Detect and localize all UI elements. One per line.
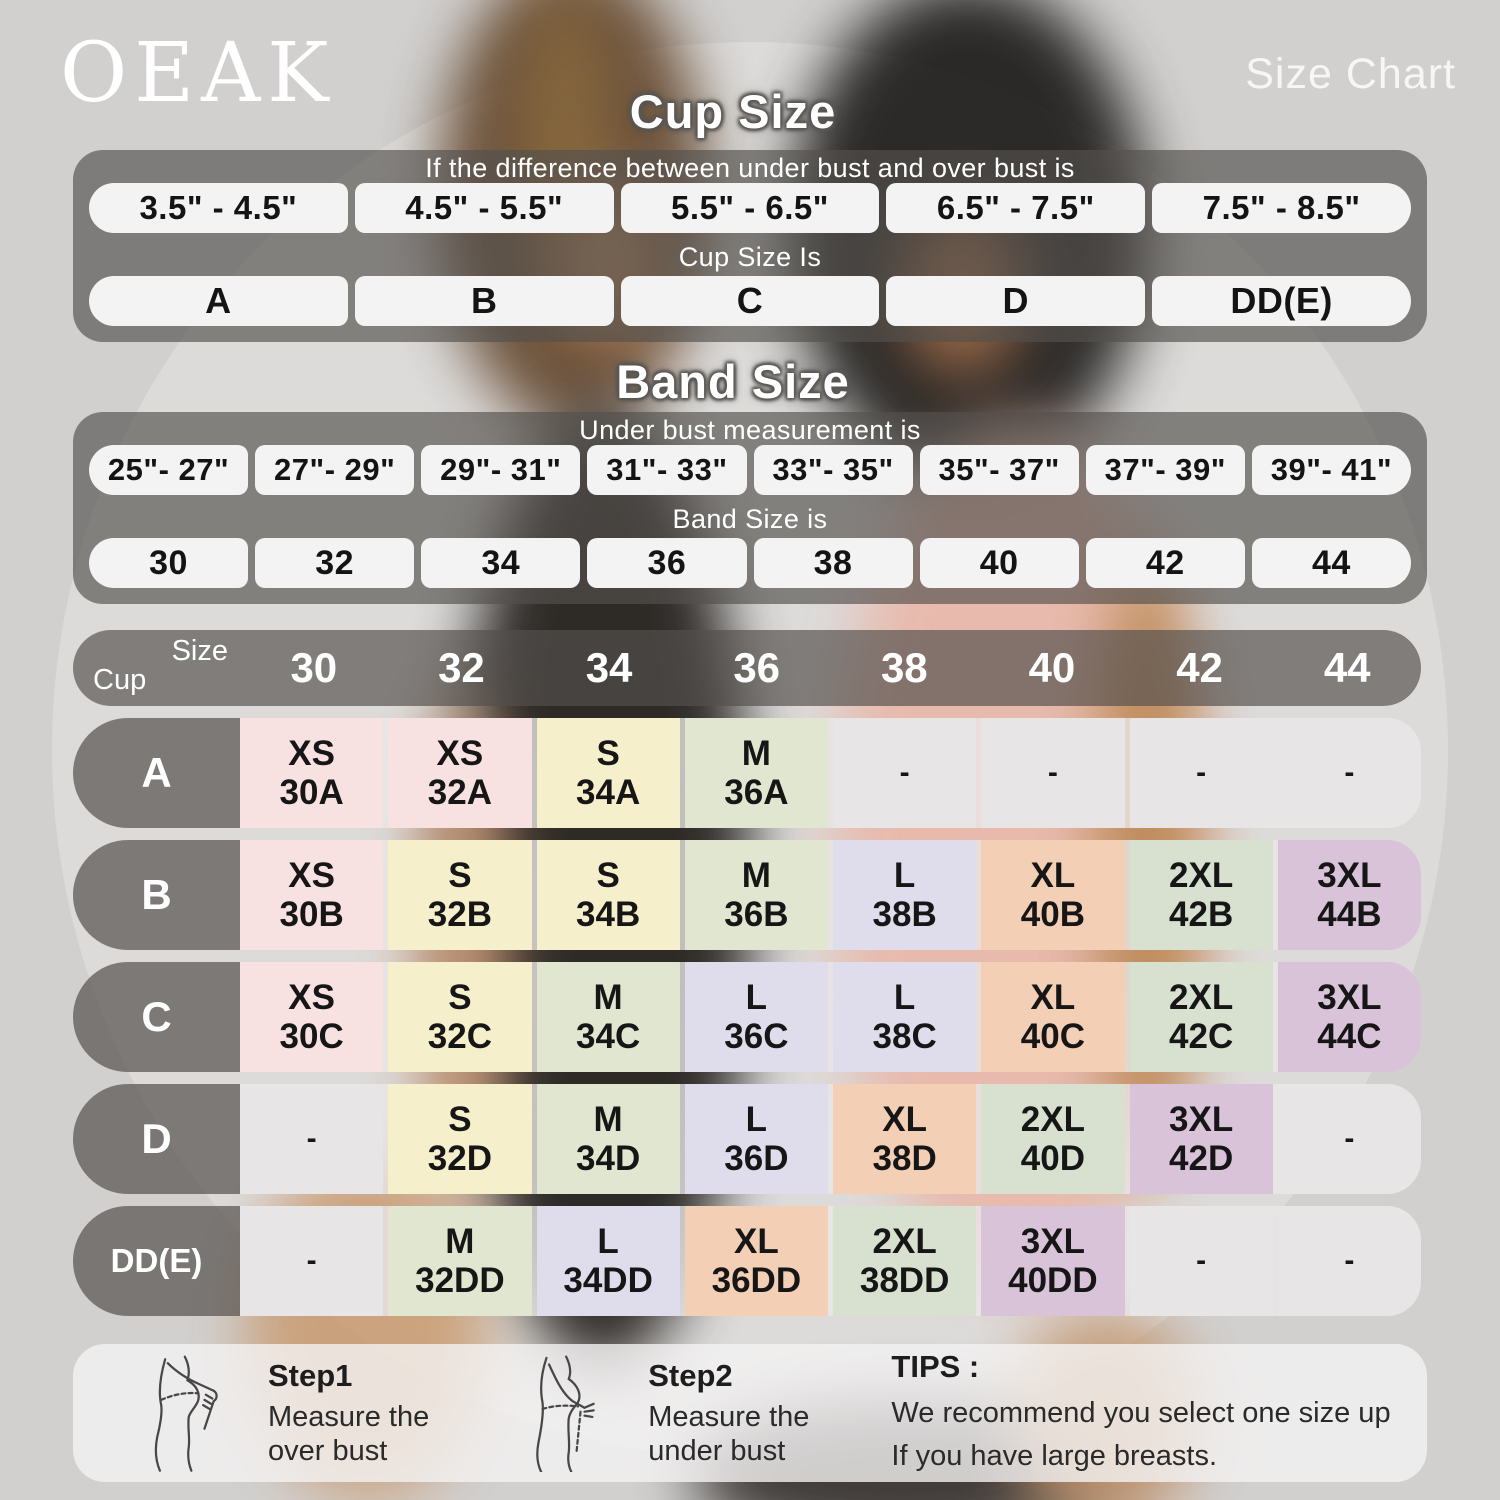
size-label: S: [448, 855, 472, 895]
cup-diff-range-cell: 4.5" - 5.5": [355, 183, 614, 233]
size-label: 2XL: [1169, 855, 1234, 895]
band-range-cell: 31"- 33": [587, 445, 746, 495]
size-label: M: [741, 733, 771, 773]
size-label: 2XL: [1020, 1099, 1085, 1139]
size-cell-34C: [537, 962, 680, 1072]
size-code: 40C: [1020, 1017, 1085, 1056]
band-value-cell: 32: [255, 538, 414, 588]
step2-title: Step2: [648, 1357, 733, 1393]
size-cell-32DD: [388, 1206, 531, 1316]
size-cell-40B: [981, 840, 1124, 950]
column-header-32: 32: [438, 644, 485, 691]
cup-size-panel: [73, 150, 1427, 342]
size-cell-44C: [1278, 962, 1421, 1072]
size-code: 38D: [872, 1139, 937, 1178]
size-label: L: [745, 1099, 768, 1139]
empty-dash: -: [1344, 1122, 1355, 1156]
band-values-row: [89, 538, 1411, 588]
band-value-cell: 44: [1252, 538, 1411, 588]
cup-letter-cell: D: [886, 276, 1145, 326]
size-cell-42B: [1130, 840, 1273, 950]
size-code: 34B: [576, 895, 641, 934]
cup-diff-range-cell: 5.5" - 6.5": [621, 183, 880, 233]
size-label: L: [893, 977, 916, 1017]
matrix-row-B: [73, 840, 1421, 950]
band-range-cell: 39"- 41": [1252, 445, 1411, 495]
size-label: XL: [1030, 977, 1076, 1017]
size-label: L: [893, 855, 916, 895]
size-label: S: [448, 1099, 472, 1139]
size-cell-30A: [240, 718, 383, 828]
size-label: M: [741, 855, 771, 895]
step2-line2: under bust: [648, 1434, 786, 1467]
tips-text: [891, 1392, 1390, 1476]
empty-cell: [981, 718, 1124, 828]
empty-dash: -: [1344, 1244, 1355, 1278]
band-range-cell: 25"- 27": [89, 445, 248, 495]
size-code: 36D: [724, 1139, 789, 1178]
matrix-row-C: [73, 962, 1421, 1072]
size-cell-34A: [537, 718, 680, 828]
size-code: 30A: [279, 773, 344, 812]
size-label: L: [745, 977, 768, 1017]
size-label: XL: [882, 1099, 927, 1139]
size-code: 30C: [279, 1017, 344, 1056]
column-header-34: 34: [585, 644, 633, 691]
size-label: 3XL: [1020, 1221, 1085, 1261]
band-size-question: Under bust measurement is: [579, 415, 921, 445]
size-code: 36A: [724, 773, 789, 812]
size-code: 42C: [1169, 1017, 1234, 1056]
empty-dash: -: [1047, 756, 1058, 790]
size-label: XS: [288, 977, 335, 1017]
size-code: 44B: [1317, 895, 1382, 934]
empty-cell: [1278, 1206, 1421, 1316]
band-range-cell: 37"- 39": [1086, 445, 1245, 495]
size-code: 40B: [1020, 895, 1085, 934]
step2-line1: Measure the: [648, 1400, 810, 1433]
cup-diff-range-cell: 6.5" - 7.5": [886, 183, 1145, 233]
step1-block: [268, 1358, 429, 1468]
size-code: 34D: [576, 1139, 641, 1178]
cup-diff-range-cell: 7.5" - 8.5": [1152, 183, 1411, 233]
empty-dash: -: [306, 1244, 317, 1278]
size-code: 38B: [872, 895, 937, 934]
matrix-cells-strip: [240, 962, 1421, 1072]
band-range-cell: 29"- 31": [421, 445, 580, 495]
size-code: 34C: [576, 1017, 641, 1056]
column-header-38: 38: [880, 644, 928, 691]
size-code: 32DD: [415, 1261, 505, 1300]
column-header-42: 42: [1176, 644, 1223, 691]
size-cell-42C: [1130, 962, 1273, 1072]
matrix-header-bar: [73, 630, 1421, 706]
size-cell-36C: [685, 962, 828, 1072]
size-cell-34B: [537, 840, 680, 950]
size-code: 30B: [279, 895, 344, 934]
band-ranges-row: [89, 445, 1411, 495]
size-cell-40C: [981, 962, 1124, 1072]
matrix-cells-strip: [240, 1206, 1421, 1316]
corner-cup-label: Cup: [93, 664, 147, 696]
size-label: XL: [734, 1221, 779, 1261]
size-cell-38C: [833, 962, 976, 1072]
tips-line2: If you have large breasts.: [891, 1439, 1218, 1472]
size-cell-34DD: [537, 1206, 680, 1316]
tips-title: TIPS :: [891, 1349, 980, 1385]
size-code: 42B: [1169, 895, 1234, 934]
size-code: 44C: [1317, 1017, 1382, 1056]
corner-size-label: Size: [171, 635, 228, 667]
band-value-cell: 30: [89, 538, 248, 588]
size-cell-40DD: [981, 1206, 1124, 1316]
size-cell-32D: [388, 1084, 531, 1194]
matrix-cells-strip: [240, 718, 1421, 828]
size-label: S: [448, 977, 472, 1017]
size-label: 3XL: [1169, 1099, 1234, 1139]
size-code: 38C: [872, 1017, 937, 1056]
size-code: 38DD: [859, 1261, 950, 1300]
size-label: 2XL: [1169, 977, 1234, 1017]
brand-logo: OEAK: [60, 26, 336, 121]
size-cell-38D: [833, 1084, 976, 1194]
band-value-cell: 38: [754, 538, 913, 588]
size-label: 2XL: [872, 1221, 937, 1261]
cup-size-question: If the difference between under bust and over bust is: [425, 153, 1075, 183]
row-label-DD(E): DD(E): [73, 1206, 240, 1316]
empty-cell: [240, 1084, 383, 1194]
size-label: L: [597, 1221, 619, 1261]
measure-under-bust-icon: [521, 1354, 606, 1472]
empty-cell: [833, 718, 976, 828]
measure-over-bust-icon: [141, 1354, 226, 1472]
tips-line1: We recommend you select one size up: [891, 1397, 1391, 1430]
step2-text: [648, 1401, 809, 1468]
size-code: 40D: [1020, 1139, 1085, 1178]
size-cell-36B: [685, 840, 828, 950]
size-cell-30C: [240, 962, 383, 1072]
row-label-B: B: [73, 840, 240, 950]
size-label: S: [596, 733, 620, 773]
row-label-A: A: [73, 718, 240, 828]
empty-cell: [1278, 718, 1421, 828]
step1-line2: over bust: [268, 1434, 388, 1467]
empty-dash: -: [1196, 1244, 1207, 1278]
column-header-44: 44: [1323, 644, 1371, 691]
size-label: M: [593, 1099, 623, 1139]
size-cell-36A: [685, 718, 828, 828]
matrix-column-headers: [240, 630, 1421, 706]
empty-cell: [1130, 718, 1273, 828]
band-value-cell: 34: [421, 538, 580, 588]
band-size-answer-label: Band Size is: [672, 504, 828, 534]
band-range-cell: 35"- 37": [920, 445, 1079, 495]
cup-diff-range-cell: 3.5" - 4.5": [89, 183, 348, 233]
cup-letter-cell: C: [621, 276, 880, 326]
size-cell-34D: [537, 1084, 680, 1194]
size-matrix: [73, 630, 1421, 1316]
page-title: Size Chart: [1245, 50, 1456, 98]
size-label: 3XL: [1317, 855, 1382, 895]
size-cell-32C: [388, 962, 531, 1072]
size-cell-36D: [685, 1084, 828, 1194]
cup-letters-row: [89, 276, 1411, 326]
size-label: XS: [288, 855, 335, 895]
matrix-cells-strip: [240, 840, 1421, 950]
size-code: 36B: [724, 895, 789, 934]
size-label: 3XL: [1317, 977, 1382, 1017]
matrix-corner-cell: [73, 630, 240, 706]
step1-line1: Measure the: [268, 1400, 430, 1433]
size-code: 36DD: [711, 1261, 802, 1300]
size-code: 32C: [427, 1017, 492, 1056]
matrix-row-D: [73, 1084, 1421, 1194]
step1-text: [268, 1401, 429, 1468]
size-label: XS: [436, 733, 484, 773]
matrix-row-DD(E): [73, 1206, 1421, 1316]
empty-cell: [1278, 1084, 1421, 1194]
cup-size-title: Cup Size: [629, 85, 837, 138]
row-label-C: C: [73, 962, 240, 1072]
size-cell-30B: [240, 840, 383, 950]
cup-letter-cell: B: [355, 276, 614, 326]
step2-block: [648, 1358, 809, 1468]
size-cell-44B: [1278, 840, 1421, 950]
size-code: 32B: [427, 895, 492, 934]
matrix-cells-strip: [240, 1084, 1421, 1194]
empty-cell: [240, 1206, 383, 1316]
column-header-40: 40: [1028, 644, 1076, 691]
matrix-row-A: [73, 718, 1421, 828]
cup-diff-ranges-row: [89, 183, 1411, 233]
band-value-cell: 40: [920, 538, 1079, 588]
tips-block: [891, 1349, 1390, 1476]
empty-dash: -: [306, 1122, 317, 1156]
size-cell-38DD: [833, 1206, 976, 1316]
column-header-30: 30: [290, 644, 338, 691]
size-code: 32A: [427, 773, 492, 812]
band-value-cell: 36: [587, 538, 746, 588]
size-code: 42D: [1169, 1139, 1234, 1178]
size-code: 34DD: [563, 1261, 653, 1300]
size-cell-32B: [388, 840, 531, 950]
band-value-cell: 42: [1086, 538, 1245, 588]
empty-dash: -: [899, 756, 910, 790]
cup-letter-cell: DD(E): [1152, 276, 1411, 326]
size-cell-38B: [833, 840, 976, 950]
cup-letter-cell: A: [89, 276, 348, 326]
band-size-title: Band Size: [616, 355, 850, 408]
band-size-panel: [73, 412, 1427, 604]
band-range-cell: 33"- 35": [754, 445, 913, 495]
size-code: 36C: [724, 1017, 789, 1056]
size-code: 32D: [427, 1139, 492, 1178]
empty-cell: [1130, 1206, 1273, 1316]
size-label: M: [593, 977, 623, 1017]
size-code: 34A: [576, 773, 641, 812]
cup-size-answer-label: Cup Size Is: [678, 242, 822, 272]
size-label: XS: [288, 733, 335, 773]
row-label-D: D: [73, 1084, 240, 1194]
size-code: 40DD: [1008, 1261, 1098, 1300]
size-cell-32A: [388, 718, 531, 828]
empty-dash: -: [1196, 756, 1207, 790]
size-cell-36DD: [685, 1206, 828, 1316]
size-label: XL: [1030, 855, 1076, 895]
size-label: S: [596, 855, 620, 895]
size-cell-42D: [1130, 1084, 1273, 1194]
column-header-36: 36: [733, 644, 781, 691]
matrix-rows: [73, 718, 1421, 1316]
step1-title: Step1: [268, 1357, 353, 1393]
size-cell-40D: [981, 1084, 1124, 1194]
size-label: M: [445, 1221, 475, 1261]
band-range-cell: 27"- 29": [255, 445, 414, 495]
empty-dash: -: [1344, 756, 1355, 790]
footer-panel: [73, 1344, 1427, 1482]
